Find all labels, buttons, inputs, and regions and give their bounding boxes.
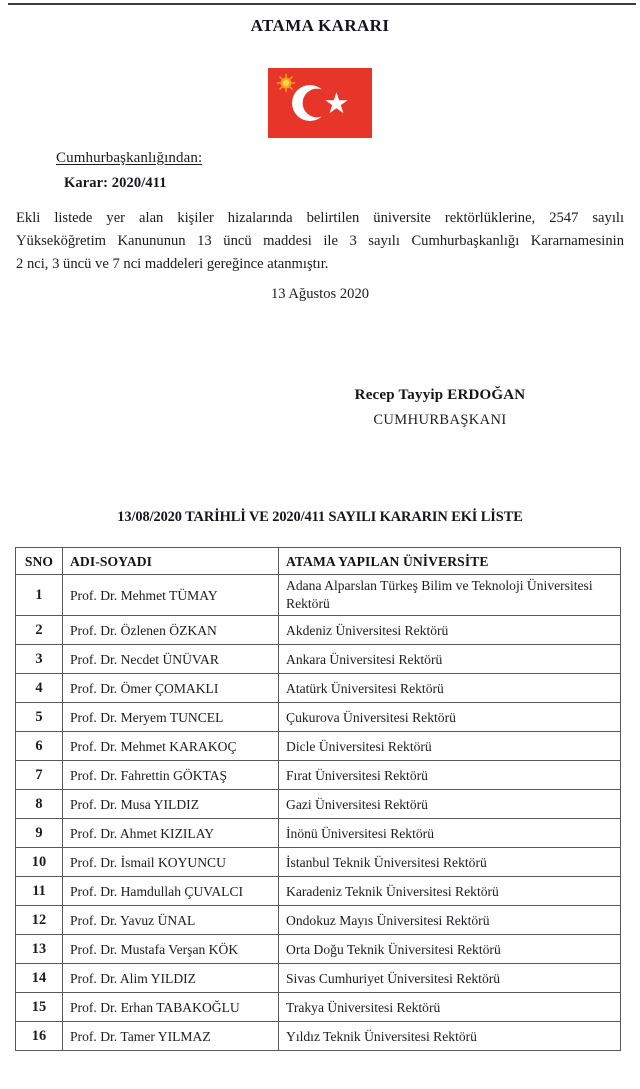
cell-name: Prof. Dr. Ömer ÇOMAKLI xyxy=(63,674,279,703)
table-row xyxy=(16,732,621,761)
cell-university: İstanbul Teknik Üniversitesi Rektörü xyxy=(279,848,621,877)
cell-name: Prof. Dr. Erhan TABAKOĞLU xyxy=(63,993,279,1022)
table-row xyxy=(16,575,621,616)
column-header-name: ADI-SOYADI xyxy=(63,548,279,575)
cell-university: Trakya Üniversitesi Rektörü xyxy=(279,993,621,1022)
table-body xyxy=(16,575,621,1051)
table-row xyxy=(16,790,621,819)
appointments-table xyxy=(15,547,621,1051)
cell-university: Gazi Üniversitesi Rektörü xyxy=(279,790,621,819)
cell-university: İnönü Üniversitesi Rektörü xyxy=(279,819,621,848)
table-row xyxy=(16,761,621,790)
cell-name: Prof. Dr. Mehmet TÜMAY xyxy=(63,575,279,616)
cell-sno: 6 xyxy=(16,732,63,761)
cell-university: Ondokuz Mayıs Üniversitesi Rektörü xyxy=(279,906,621,935)
cell-name: Prof. Dr. Alim YILDIZ xyxy=(63,964,279,993)
table-row xyxy=(16,819,621,848)
cell-sno: 8 xyxy=(16,790,63,819)
table-row xyxy=(16,674,621,703)
cell-university: Karadeniz Teknik Üniversitesi Rektörü xyxy=(279,877,621,906)
body-paragraph xyxy=(16,207,624,276)
cell-sno: 5 xyxy=(16,703,63,732)
cell-university: Atatürk Üniversitesi Rektörü xyxy=(279,674,621,703)
cell-university: Adana Alparslan Türkeş Bilim ve Teknoloji Üniversitesi Rektörü xyxy=(279,575,621,616)
cell-name: Prof. Dr. Özlenen ÖZKAN xyxy=(63,616,279,645)
cell-university: Sivas Cumhuriyet Üniversitesi Rektörü xyxy=(279,964,621,993)
turkish-flag-icon xyxy=(268,68,372,138)
cell-university: Orta Doğu Teknik Üniversitesi Rektörü xyxy=(279,935,621,964)
cell-university: Akdeniz Üniversitesi Rektörü xyxy=(279,616,621,645)
cell-sno: 15 xyxy=(16,993,63,1022)
cell-sno: 12 xyxy=(16,906,63,935)
cell-name: Prof. Dr. Ahmet KIZILAY xyxy=(63,819,279,848)
cell-name: Prof. Dr. Fahrettin GÖKTAŞ xyxy=(63,761,279,790)
cell-name: Prof. Dr. Mustafa Verşan KÖK xyxy=(63,935,279,964)
table-row xyxy=(16,703,621,732)
cell-university: Dicle Üniversitesi Rektörü xyxy=(279,732,621,761)
body-line-2: Yükseköğretim Kanununun 13 üncü maddesi ile 3 sayılı Cumhurbaşkanlığı Kararnamesinin xyxy=(16,233,624,249)
cell-sno: 4 xyxy=(16,674,63,703)
table-row xyxy=(16,906,621,935)
cell-name: Prof. Dr. Tamer YILMAZ xyxy=(63,1022,279,1051)
cell-sno: 2 xyxy=(16,616,63,645)
header-rule xyxy=(8,3,636,5)
table-row xyxy=(16,616,621,645)
signatory-name: Recep Tayyip ERDOĞAN xyxy=(354,387,526,403)
cell-name: Prof. Dr. Meryem TUNCEL xyxy=(63,703,279,732)
cell-sno: 16 xyxy=(16,1022,63,1051)
cell-name: Prof. Dr. Yavuz ÜNAL xyxy=(63,906,279,935)
cell-sno: 13 xyxy=(16,935,63,964)
turkish-flag xyxy=(268,68,372,138)
column-header-sno: SNO xyxy=(16,548,63,575)
annex-table-container xyxy=(15,547,620,1051)
cell-university: Fırat Üniversitesi Rektörü xyxy=(279,761,621,790)
cell-sno: 3 xyxy=(16,645,63,674)
annex-heading: 13/08/2020 TARİHLİ VE 2020/411 SAYILI KARARIN EKİ LİSTE xyxy=(117,509,523,525)
page-title: ATAMA KARARI xyxy=(250,16,390,35)
cell-university: Yıldız Teknik Üniversitesi Rektörü xyxy=(279,1022,621,1051)
table-header-row xyxy=(16,548,621,575)
table-row xyxy=(16,935,621,964)
cell-name: Prof. Dr. Necdet ÜNÜVAR xyxy=(63,645,279,674)
table-row xyxy=(16,848,621,877)
sun-artifact-icon xyxy=(278,75,295,92)
body-line-1: Ekli listede yer alan kişiler hizalarında belirtilen üniversite rektörlüklerine, 2547 sayılı xyxy=(16,210,624,226)
cell-name: Prof. Dr. Hamdullah ÇUVALCI xyxy=(63,877,279,906)
decision-date: 13 Ağustos 2020 xyxy=(270,286,370,302)
table-row xyxy=(16,877,621,906)
cell-sno: 1 xyxy=(16,575,63,616)
cell-university: Çukurova Üniversitesi Rektörü xyxy=(279,703,621,732)
cell-name: Prof. Dr. İsmail KOYUNCU xyxy=(63,848,279,877)
table-header xyxy=(16,548,621,575)
cell-sno: 7 xyxy=(16,761,63,790)
cell-sno: 14 xyxy=(16,964,63,993)
table-row xyxy=(16,964,621,993)
cell-name: Prof. Dr. Mehmet KARAKOÇ xyxy=(63,732,279,761)
table-row xyxy=(16,1022,621,1051)
cell-sno: 9 xyxy=(16,819,63,848)
decision-number: Karar: 2020/411 xyxy=(64,175,167,191)
column-header-university: ATAMA YAPILAN ÜNİVERSİTE xyxy=(279,548,621,575)
table-row xyxy=(16,645,621,674)
signatory-role: CUMHURBAŞKANI xyxy=(373,412,507,428)
cell-sno: 10 xyxy=(16,848,63,877)
table-row xyxy=(16,993,621,1022)
cell-university: Ankara Üniversitesi Rektörü xyxy=(279,645,621,674)
cell-name: Prof. Dr. Musa YILDIZ xyxy=(63,790,279,819)
cell-sno: 11 xyxy=(16,877,63,906)
body-line-3: 2 nci, 3 üncü ve 7 nci maddeleri gereğince atanmıştır. xyxy=(16,256,329,272)
issuer-line: Cumhurbaşkanlığından: xyxy=(56,150,203,166)
